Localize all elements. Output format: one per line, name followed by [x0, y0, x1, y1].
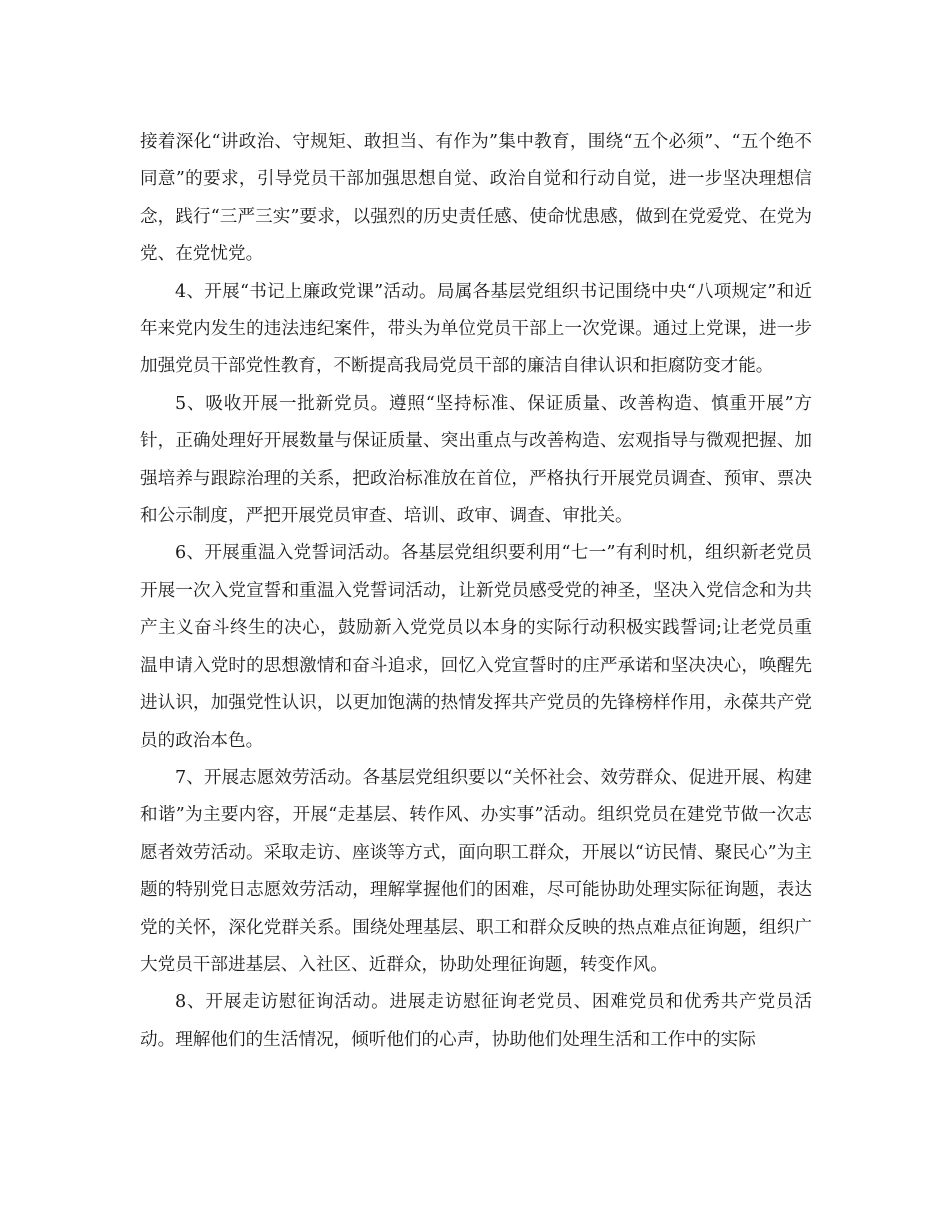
paragraph-item-8: 8、开展走访慰征询活动。进展走访慰征询老党员、困难党员和优秀共产党员活动。理解他们的生活情况，倾听他们的心声，协助他们处理生活和工作中的实际 [140, 992, 812, 1050]
paragraph-item-4: 4、开展“书记上廉政党课”活动。局属各基层党组织书记围绕中央“八项规定”和近年来党内发生的违法违纪案件，带头为单位党员干部上一次党课。通过上党课，进一步加强党员干部党性教育，不断提高我局党员干部的廉洁自律认识和拒腐防变才能。 [140, 281, 812, 377]
paragraph-continuation: 接着深化“讲政治、守规矩、敢担当、有作为”集中教育，围绕“五个必须”、“五个绝不同意”的要求，引导党员干部加强思想自觉、政治自觉和行动自觉，进一步坚决理想信念，践行“三严三实”要求，以强烈的历史责任感、使命忧患感，做到在党爱党、在党为党、在党忧党。 [140, 132, 812, 265]
paragraph-item-6: 6、开展重温入党誓词活动。各基层党组织要利用“七一”有利时机，组织新老党员开展一次入党宣誓和重温入党誓词活动，让新党员感受党的神圣，坚决入党信念和为共产主义奋斗终生的决心，鼓励新入党党员以本身的实际行动积极实践誓词;让老党员重温申请入党时的思想激情和奋斗追求，回忆入党宣誓时的庄严承诺和坚决决心，唤醒先进认识，加强党性认识，以更加饱满的热情发挥共产党员的先锋榜样作用，永葆共产党员的政治本色。 [140, 543, 812, 751]
document-body [140, 124, 812, 1059]
paragraph-item-7: 7、开展志愿效劳活动。各基层党组织要以“关怀社会、效劳群众、促进开展、构建和谐”为主要内容，开展“走基层、转作风、办实事”活动。组织党员在建党节做一次志愿者效劳活动。采取走访、座谈等方式，面向职工群众，开展以“访民情、聚民心”为主题的特别党日志愿效劳活动，理解掌握他们的困难，尽可能协助处理实际征询题，表达党的关怀，深化党群关系。围绕处理基层、职工和群众反映的热点难点征询题，组织广大党员干部进基层、入社区、近群众，协助处理征询题，转变作风。 [140, 767, 812, 975]
paragraph-item-5: 5、吸收开展一批新党员。遵照“坚持标准、保证质量、改善构造、慎重开展”方针，正确处理好开展数量与保证质量、突出重点与改善构造、宏观指导与微观把握、加强培养与跟踪治理的关系，把政治标准放在首位，严格执行开展党员调查、预审、票决和公示制度，严把开展党员审查、培训、政审、调查、审批关。 [140, 393, 812, 527]
